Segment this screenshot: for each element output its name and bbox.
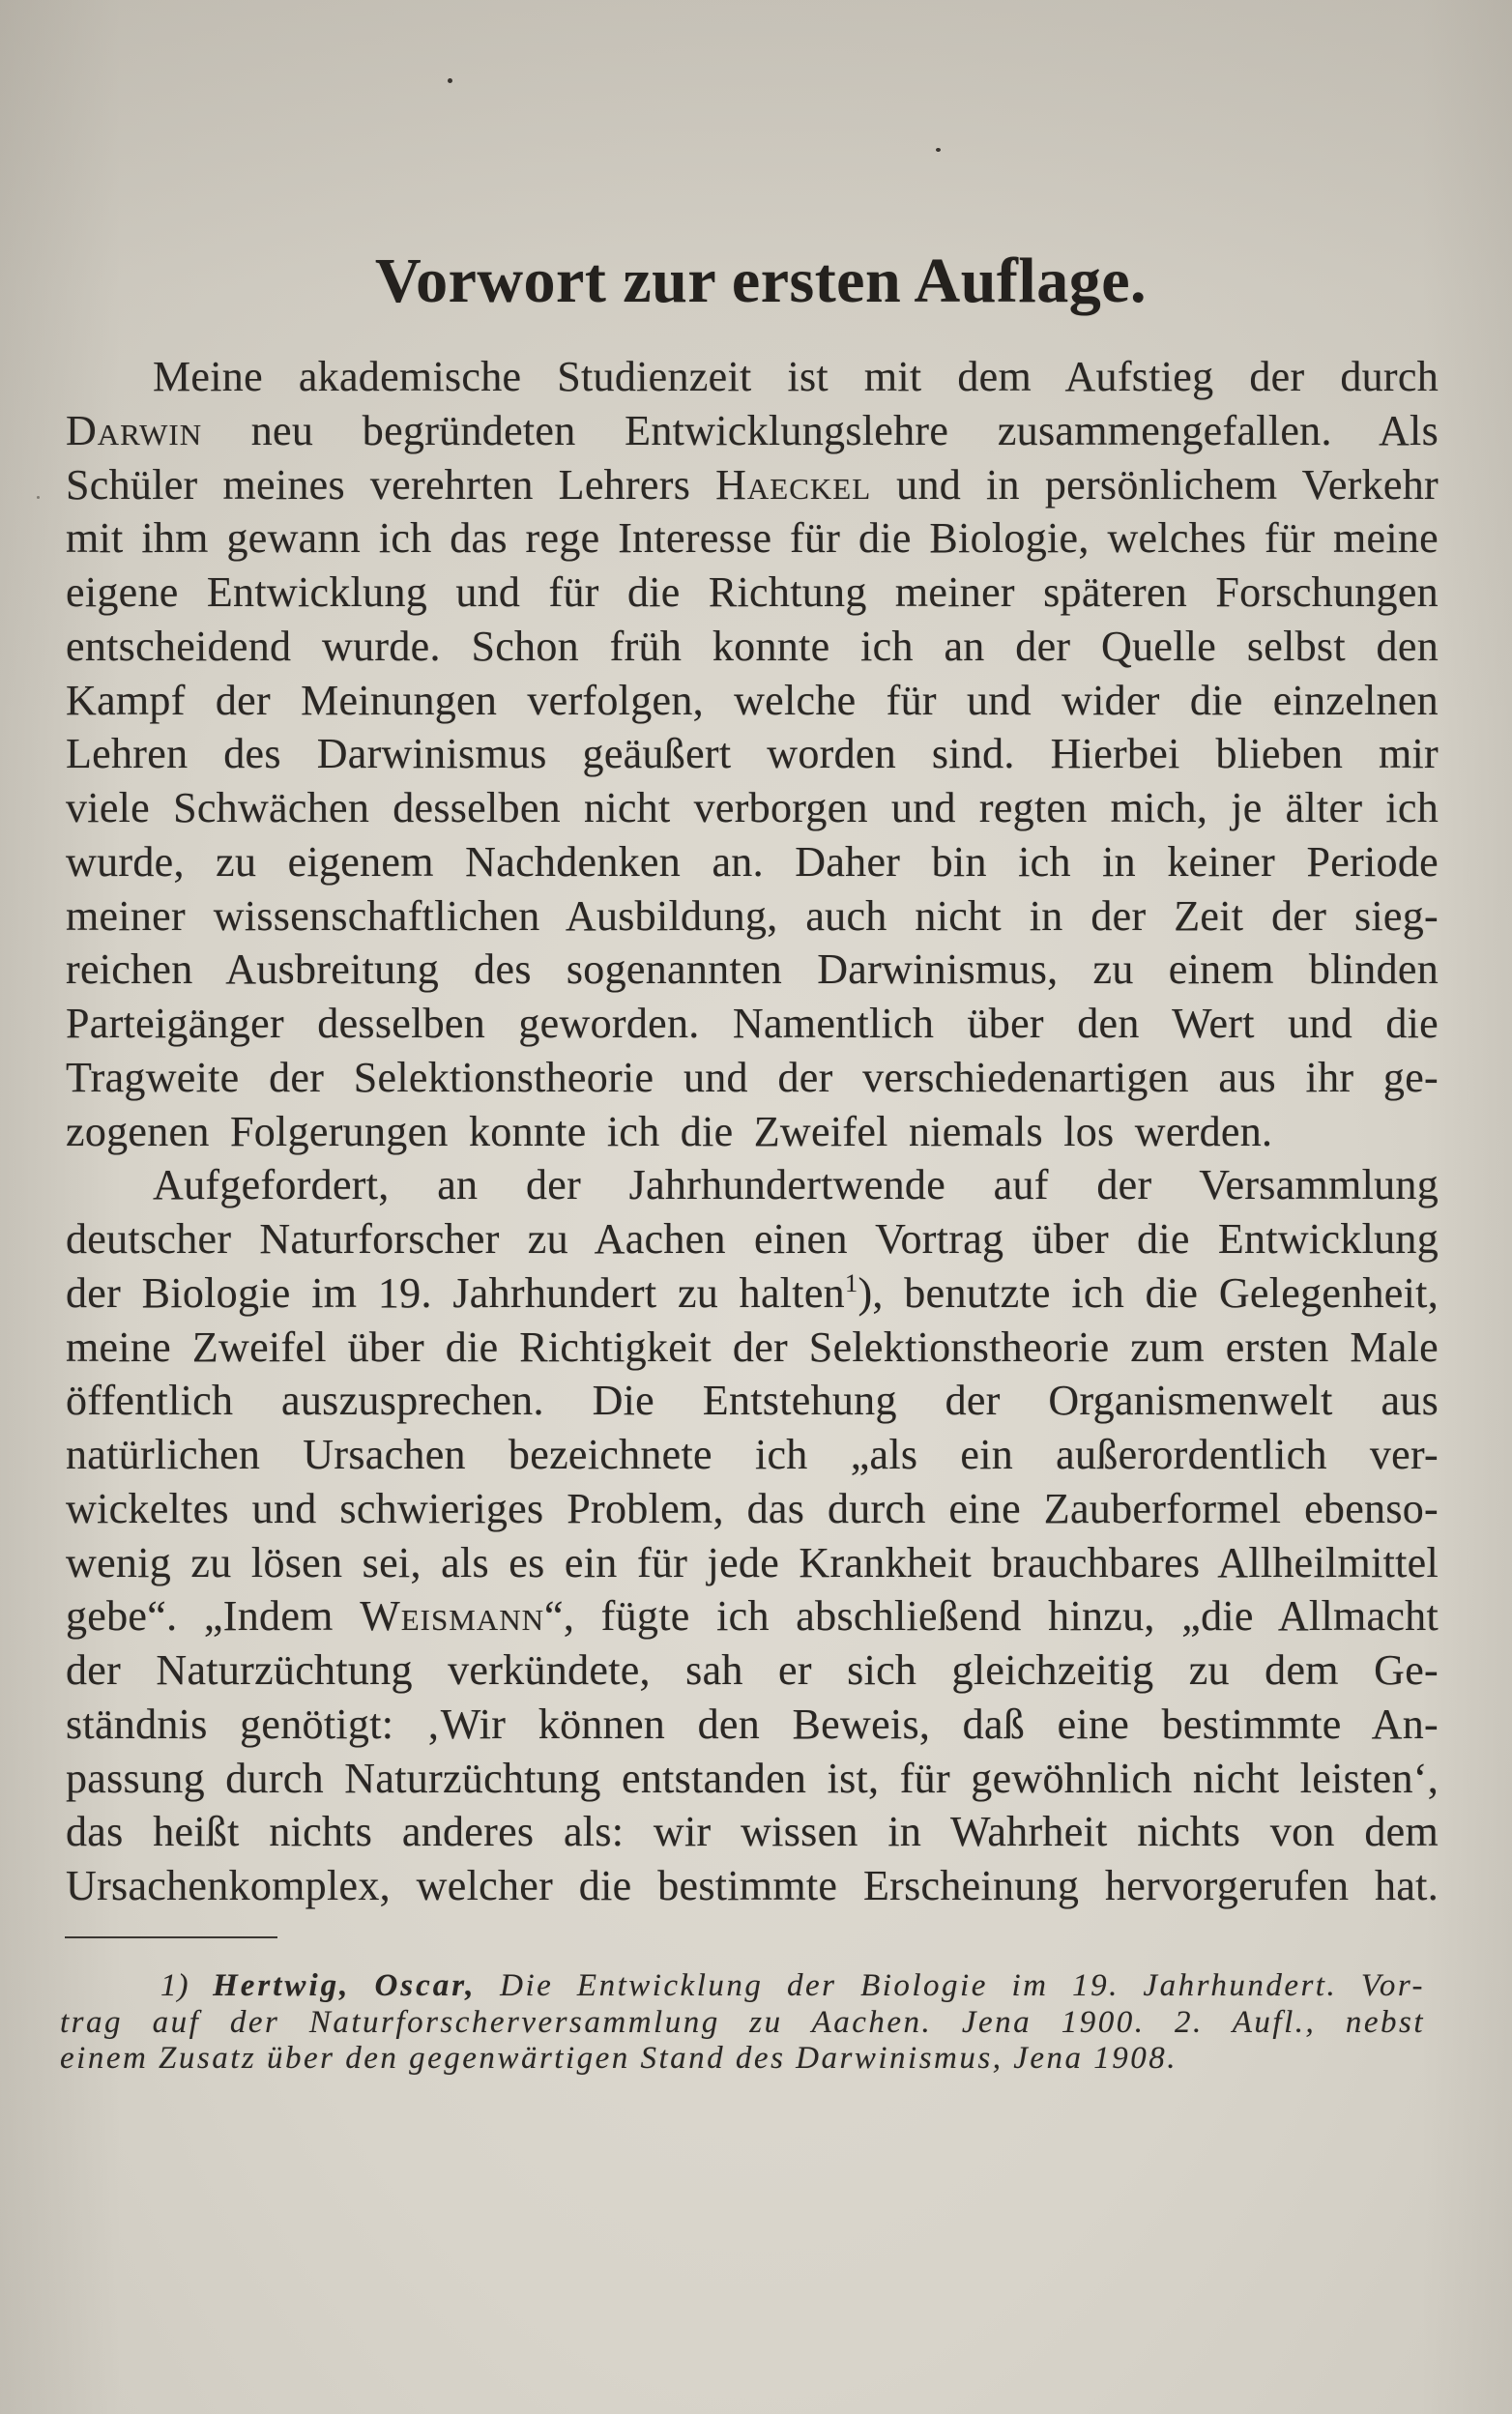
text-run: der Naturzüchtung verkündete, sah er sich gleichzeitig zu dem Ge-: [66, 1646, 1439, 1694]
text-run: natürlichen Ursachen bezeichnete ich „als ein außerordentlich ver-: [66, 1431, 1439, 1478]
body-line: [66, 1752, 1439, 1806]
footnote: [60, 1968, 1425, 2078]
ink-speck: [936, 148, 941, 152]
text-run: Die Entwicklung der Biologie im 19. Jahrhundert. Vor-: [476, 1968, 1425, 2003]
body-line: [66, 458, 1439, 512]
body-line: [66, 781, 1439, 835]
text-run: zogenen Folgerungen konnte ich die Zweifel niemals los werden.: [66, 1107, 1273, 1155]
body-line: [66, 1266, 1439, 1321]
paragraph: [66, 350, 1439, 1158]
body-line: [66, 943, 1439, 997]
text-run: gebe“. „Indem: [66, 1592, 361, 1641]
body-line: [66, 674, 1439, 728]
body-line: [66, 1698, 1439, 1752]
body-line: [66, 835, 1439, 889]
footnote-reference: 1: [844, 1267, 858, 1297]
body-line: [66, 889, 1439, 944]
body-line: [66, 1158, 1439, 1212]
body-line: [66, 1105, 1439, 1159]
text-run: reichen Ausbreitung des sogenannten Darwinismus, zu einem blinden: [66, 945, 1439, 994]
person-name-small-caps: Darwin: [66, 406, 203, 454]
footnote-author: Hertwig, Oscar,: [213, 1968, 477, 2003]
body-line: [66, 566, 1439, 620]
footnote-line: [60, 1968, 1425, 2005]
text-run: passung durch Naturzüchtung entstanden ist, für gewöhnlich nicht leisten‘,: [66, 1754, 1439, 1802]
text-run: der Biologie im 19. Jahrhundert zu halten: [66, 1268, 845, 1317]
body-line: [66, 1212, 1439, 1266]
text-run: wickeltes und schwieriges Problem, das durch eine Zauberformel ebenso-: [66, 1484, 1439, 1532]
person-name-small-caps: Weismann: [360, 1592, 544, 1641]
body-line: [66, 511, 1439, 566]
body-line: [66, 1589, 1439, 1643]
text-run: neu begründeten Entwicklungslehre zusammengefallen. Als: [202, 406, 1439, 454]
text-run: wenig zu lösen sei, als es ein für jede Krankheit brauchbares Allheilmittel: [66, 1538, 1439, 1586]
body-line: [66, 620, 1439, 674]
text-run: einem Zusatz über den gegenwärtigen Stand des Darwinismus, Jena 1908.: [60, 2041, 1178, 2076]
text-run: Ursachenkomplex, welcher die bestimmte Erscheinung hervorgerufen hat.: [66, 1862, 1439, 1909]
person-name-small-caps: Haeckel: [715, 460, 872, 509]
body-line: [66, 1428, 1439, 1482]
text-run: viele Schwächen desselben nicht verborgen und regten mich, je älter ich: [66, 784, 1439, 831]
text-run: Tragweite der Selektionstheorie und der verschiedenartigen aus ihr ge-: [66, 1053, 1439, 1101]
body-line: [66, 1859, 1439, 1913]
text-run: ), benutzte ich die Gelegenheit,: [858, 1268, 1439, 1317]
text-run: mit ihm gewann ich das rege Interesse für die Biologie, welches für meine: [66, 514, 1439, 563]
text-run: öffentlich auszusprechen. Die Entstehung der Organismenwelt aus: [66, 1377, 1439, 1425]
text-run: Meine akademische Studienzeit ist mit dem Aufstieg der durch: [153, 353, 1439, 400]
body-line: [66, 1482, 1439, 1536]
body-line: [66, 1321, 1439, 1375]
footnote-line: [60, 2041, 1425, 2078]
text-run: das heißt nichts anderes als: wir wissen in Wahrheit nichts von dem: [66, 1808, 1439, 1856]
footnote-line: [60, 2005, 1425, 2042]
text-run: Lehren des Darwinismus geäußert worden sind. Hierbei blieben mir: [66, 730, 1439, 778]
body-line: [66, 1051, 1439, 1105]
body-line: [66, 1374, 1439, 1428]
text-run: Kampf der Meinungen verfolgen, welche für und wider die einzelnen: [66, 676, 1439, 724]
body-line: [66, 997, 1439, 1051]
text-run: ständnis genötigt: ‚Wir können den Beweis, daß eine bestimmte An-: [66, 1700, 1439, 1748]
body-line: [66, 404, 1439, 458]
text-run: trag auf der Naturforscherversammlung zu Aachen. Jena 1900. 2. Aufl., nebst: [60, 2004, 1425, 2040]
ink-speck: [448, 78, 452, 83]
text-run: [189, 1968, 214, 2003]
text-run: eigene Entwicklung und für die Richtung meiner späteren Forschungen: [66, 568, 1439, 616]
body-line: [66, 350, 1439, 404]
text-run: meine Zweifel über die Richtigkeit der Selektionstheorie zum ersten Male: [66, 1323, 1439, 1371]
text-run: Aufgefordert, an der Jahrhundertwende auf der Versammlung: [153, 1161, 1439, 1209]
text-run: deutscher Naturforscher zu Aachen einen Vortrag über die Entwicklung: [66, 1215, 1439, 1263]
text-run: entscheidend wurde. Schon früh konnte ich an der Quelle selbst den: [66, 622, 1439, 670]
text-run: meiner wissenschaftlichen Ausbildung, auch nicht in der Zeit der sieg-: [66, 891, 1439, 940]
ink-speck: [37, 496, 40, 499]
footnote-number: 1): [160, 1968, 189, 2003]
body-line: [66, 1805, 1439, 1859]
text-run: Parteigänger desselben geworden. Namentlich über den Wert und die: [66, 1000, 1439, 1047]
body-line: [66, 727, 1439, 781]
paragraph: [66, 1158, 1439, 1913]
text-run: und in persönlichem Verkehr: [871, 460, 1439, 509]
text-run: “, fügte ich abschließend hinzu, „die Allmacht: [543, 1592, 1439, 1641]
body-line: [66, 1536, 1439, 1590]
footnote-rule: [65, 1936, 277, 1938]
body-line: [66, 1643, 1439, 1698]
text-run: wurde, zu eigenem Nachdenken an. Daher bin ich in keiner Periode: [66, 837, 1439, 886]
page-title: Vorwort zur ersten Auflage.: [374, 246, 1148, 316]
preface-body: [66, 350, 1439, 1913]
text-run: Schüler meines verehrten Lehrers: [66, 460, 716, 509]
